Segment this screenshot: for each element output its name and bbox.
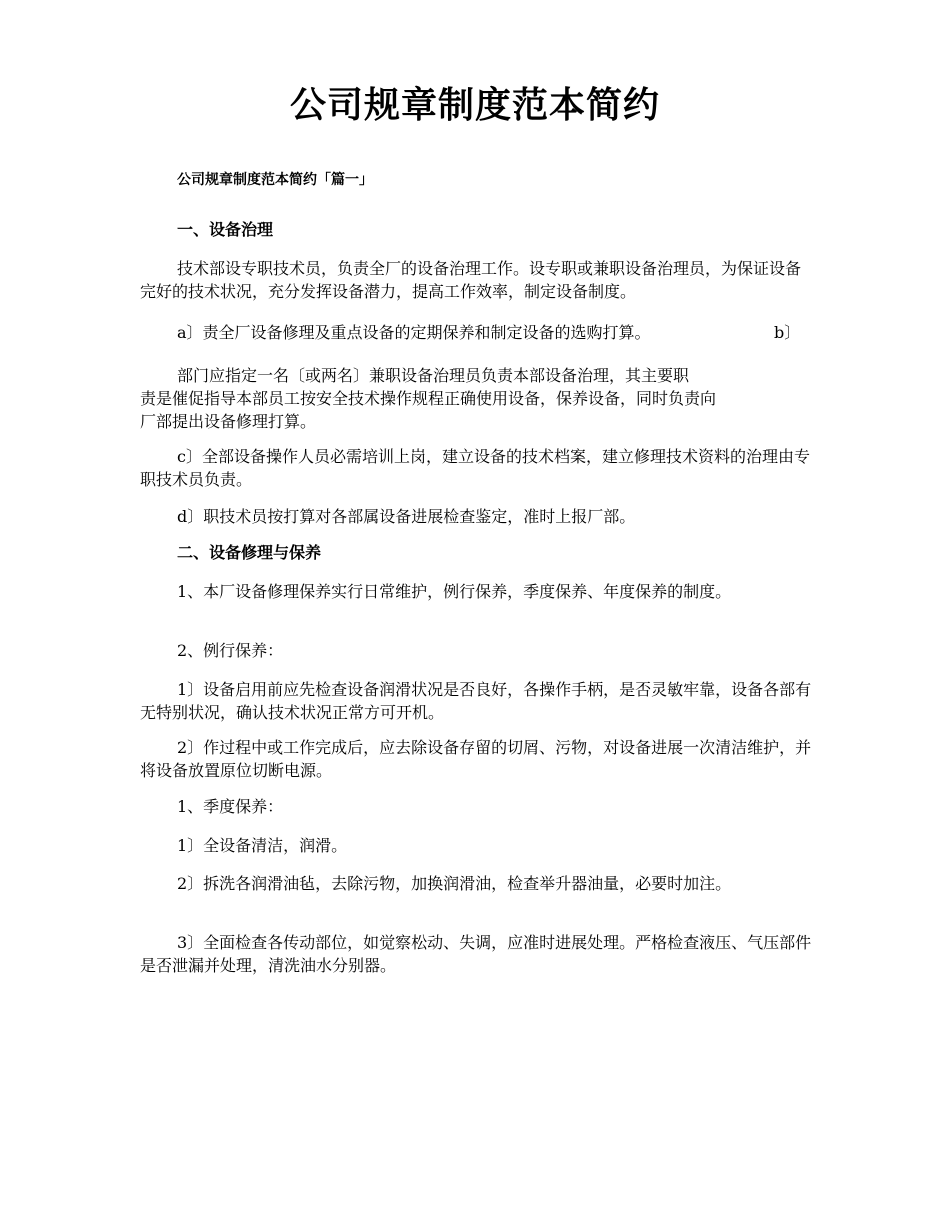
paragraph-quarterly-step-1: 1〕全设备清洁，润滑。	[177, 836, 348, 855]
paragraph-department-line-1: 部门应指定一名〔或两名〕兼职设备治理员负责本部设备治理，其主要职	[177, 366, 690, 385]
page-title: 公司规章制度范本简约	[289, 85, 660, 126]
section-heading-repair-maintenance: 二、设备修理与保养	[177, 543, 322, 562]
paragraph-routine-step-2: 2〕作过程中或工作完成后，应去除设备存留的切屑、污物，对设备进展一次清洁维护，并将设备放置原位切断电源。	[140, 738, 812, 780]
paragraph-quarterly-step-3: 3〕全面检查各传动部位，如觉察松动、失调，应准时进展处理。严格检查液压、气压部件是否泄漏并处理，清洗油水分别器。	[140, 933, 812, 975]
paragraph-department-line-2: 责是催促指导本部员工按安全技术操作规程正确使用设备，保养设备，同时负责向	[140, 389, 717, 408]
paragraph-item-b-label: b〕	[774, 323, 801, 342]
paragraph-routine-maintenance-label: 2、例行保养：	[177, 641, 284, 660]
paragraph-quarterly-step-2: 2〕拆洗各润滑油毡，去除污物，加换润滑油，检查举升器油量，必要时加注。	[177, 874, 732, 893]
paragraph-routine-step-1: 1〕设备启用前应先检查设备润滑状况是否良好，各操作手柄，是否灵敏牢靠，设备各部有无特别状况，确认技术状况正常方可开机。	[140, 680, 812, 722]
paragraph-item-d: d〕职技术员按打算对各部属设备进展检查鉴定，准时上报厂部。	[177, 507, 636, 526]
document-subtitle: 公司规章制度范本简约「篇一」	[177, 172, 373, 188]
section-heading-equipment-management: 一、设备治理	[177, 220, 274, 239]
paragraph-department-line-3: 厂部提出设备修理打算。	[140, 412, 317, 431]
paragraph-item-a: a〕责全厂设备修理及重点设备的定期保养和制定设备的选购打算。	[177, 323, 651, 342]
paragraph-maintenance-system: 1、本厂设备修理保养实行日常维护，例行保养，季度保养、年度保养的制度。	[177, 582, 732, 601]
paragraph-item-c: c〕全部设备操作人员必需培训上岗，建立设备的技术档案，建立修理技术资料的治理由专职技术员负责。	[140, 447, 810, 489]
paragraph-technical-department: 技术部设专职技术员，负责全厂的设备治理工作。设专职或兼职设备治理员，为保证设备完好的技术状况，充分发挥设备潜力，提高工作效率，制定设备制度。	[140, 259, 802, 301]
paragraph-quarterly-maintenance-label: 1、季度保养：	[177, 797, 284, 816]
